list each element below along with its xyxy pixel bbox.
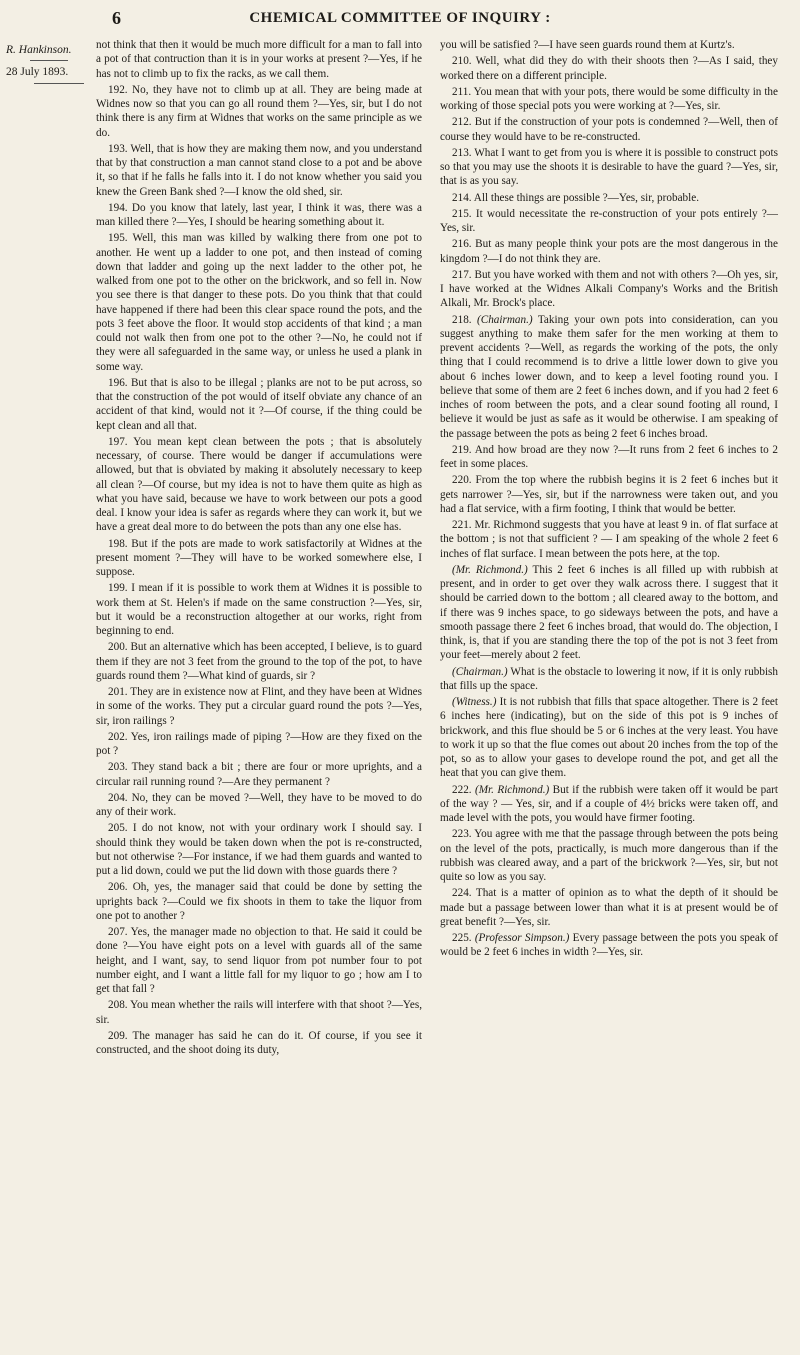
speaker-name: (Witness.) <box>452 696 497 708</box>
margin-rule <box>30 60 68 61</box>
testimony-paragraph: 198. But if the pots are made to work satisfactorily at Widnes at the present moment ?—They will have to be worked somewhere else, I suppose. <box>96 537 422 578</box>
testimony-paragraph: 193. Well, that is how they are making them now, and you understand that by that construction a man cannot stand close to a pot and be above it, so that if he falls he falls into it. I do not know whether you said you knew the Green Bank shed ?—I know the old shed, sir. <box>96 142 422 198</box>
witness-name: R. Hankinson. <box>6 44 72 56</box>
speaker-name: (Mr. Richmond.) <box>475 783 550 796</box>
page-number: 6 <box>112 8 121 28</box>
testimony-paragraph: 216. But as many people think your pots are the most dangerous in the kingdom ?—I do not think they are. <box>440 238 778 265</box>
testimony-paragraph: you will be satisfied ?—I have seen guards round them at Kurtz's. <box>440 39 735 51</box>
testimony-paragraph: 192. No, they have not to climb up at all. They are being made at Widnes now so that you can go all round them ?—Yes, sir, but I do not think there is any firm at Widnes that works on the same principle as we do. <box>96 83 422 139</box>
testimony-paragraph: 214. All these things are possible ?—Yes, sir, probable. <box>452 191 699 204</box>
testimony-paragraph: 215. It would necessitate the re-construction of your pots entirely ?—Yes, sir. <box>440 207 778 234</box>
testimony-paragraph: 203. They stand back a bit ; there are four or more uprights, and a circular rail running round ?—Are they permanent ? <box>96 761 422 788</box>
testimony-paragraph: (Chairman.) What is the obstacle to lowering it now, if it is only rubbish that fills up the space. <box>440 665 778 692</box>
testimony-paragraph: 196. But that is also to be illegal ; planks are not to be put across, so that the construction of the pot would of itself obviate any chance of an accident of that kind, would not it ?—Of course, if the thing could be kept clean and all that. <box>96 376 422 432</box>
speaker-name: (Professor Simpson.) <box>474 932 570 944</box>
testimony-paragraph: 220. From the top where the rubbish begins it is 2 feet 6 inches but it gets narrower ?—Yes, sir, but if the narrowness were taken out, and you had a flat service, with a firm footing, I think that would be better. <box>440 474 778 515</box>
testimony-paragraph: 202. Yes, iron railings made of piping ?—How are they fixed on the pot ? <box>96 730 422 757</box>
testimony-paragraph: 213. What I want to get from you is where it is possible to construct pots so that you may use the shoots it is desirable to have the guard ?—Yes, sir, that is as you say. <box>440 146 778 188</box>
testimony-paragraph: 197. You mean kept clean between the pots ; that is absolutely necessary, of course. There would be danger if accumulations were allowed, but that is obviated by making it absolutely necessary to keep all clean ?—Of course, but my idea is not to have them quite as high as what you have said, because we have to work between our pots a good deal. I know your idea is safer as regards where they can work it, but we have a great deal more to do between the pots than any one else has. <box>96 435 422 534</box>
page-header <box>0 6 800 30</box>
running-title: CHEMICAL COMMITTEE OF INQUIRY : <box>249 10 551 26</box>
margin-rule <box>34 83 84 84</box>
testimony-paragraph: 212. But if the construction of your pots is condemned ?—Well, then of course they would have to be re-constructed. <box>440 116 778 143</box>
testimony-paragraph: 207. Yes, the manager made no objection to that. He said it could be done ?—You have eight pots on a level with guards all of the same height, and I want, say, to send liquor from pot number four to pot number eight, and I want a little fall for my liquor to go ; how am I to get that fall ? <box>96 926 422 995</box>
testimony-paragraph: 221. Mr. Richmond suggests that you have at least 9 in. of flat surface at the bottom ; is not that sufficient ? — I am speaking of the whole 2 feet 6 inches of flat surface. I mean between the pots here, at the top. <box>440 519 778 560</box>
testimony-paragraph: 209. The manager has said he can do it. Of course, if you see it constructed, and the shoot doing its duty, <box>96 1029 422 1056</box>
testimony-paragraph: 204. No, they can be moved ?—Well, they have to be moved to do any of their work. <box>96 791 422 818</box>
testimony-paragraph: 195. Well, this man was killed by walking there from one pot to another. He went up a ladder to one pot, and then instead of coming down that ladder and going up the next ladder to the other pot, he walked from one pot to the other on the brickwork, and so fell in. Now you see there is that danger to these pots. Do you think that that could have happened if there had been this clear space round the pots, and the pots 3 feet above the floor. It would stop accidents of that kind ; a man could not walk then from one pot to the other ?—No, he could not if they were all safeguarded in the same way, or unless he used a plank in some way. <box>96 232 422 373</box>
testimony-paragraph: 224. That is a matter of opinion as to what the depth of it should be made but a passage between lower than what it is at present would be of great benefit ?—Yes, sir. <box>440 887 778 928</box>
right-column <box>440 38 778 960</box>
testimony-paragraph: 217. But you have worked with them and not with others ?—Oh yes, sir, I have worked at the Widnes Alkali Company's Works and the British Alkali, Mr. Brock's place. <box>440 268 778 310</box>
testimony-paragraph: 223. You agree with me that the passage through between the pots being on the level of the pots, practically, is much more dangerous than if the rubbish was cleared away, and a part of the brickwork ?—Yes, sir, but not quite so low as you say. <box>440 828 778 883</box>
testimony-paragraph: 194. Do you know that lately, last year, I think it was, there was a man killed there ?—Yes, I should be hearing something about it. <box>96 201 422 228</box>
testimony-paragraph: (Mr. Richmond.) This 2 feet 6 inches is all filled up with rubbish at present, and in order to get over they walk across there. I suggest that it should be carried down to the bottom ; all cleared away to the bottom, and if there was 9 inches space, to go sideways between the pots, and have a smooth passage there 2 feet 6 inches broad, that would do. The objection, I think, is, that if you are standing there the top of the pot is not 3 feet from your feet—merely about 2 feet. <box>440 563 779 662</box>
testimony-paragraph: 200. But an alternative which has been accepted, I believe, is to guard them if they are not 3 feet from the ground to the top of the pot, to have guards round them ?—What kind of guards, sir ? <box>96 641 422 682</box>
testimony-paragraph: 208. You mean whether the rails will interfere with that shoot ?—Yes, sir. <box>96 999 422 1026</box>
testimony-paragraph: 199. I mean if it is possible to work them at Widnes it is possible to work them at St. Helen's if made on the same construction ?—Yes, sir, but it would be a reconstruction altogether at our works, right from beginning to end. <box>96 582 422 637</box>
testimony-paragraph: 205. I do not know, not with your ordinary work I should say. I should think they would be taken down when the pot is re-constructed, but not otherwise ?—For instance, if we had them guards and wanted to put a lid down, could we put the lid down with those guards there ? <box>96 822 422 877</box>
hearing-date: 28 July 1893. <box>6 66 69 78</box>
speaker-name: (Chairman.) <box>452 665 508 678</box>
testimony-paragraph: 211. You mean that with your pots, there would be some difficulty in the working of those special pots you were working at ?—Yes, sir. <box>440 85 778 112</box>
margin-notes <box>6 42 92 84</box>
testimony-paragraph: (Witness.) It is not rubbish that fills that space altogether. There is 2 feet 6 inches here (indicating), but on the side of this pot is 9 inches of brickwork, and this flue should be 5 or 6 inches at the very least. You have to work it up so that the flue comes out about 20 inches from the top of the pot, so as to allow your gases to develope round the pot, and get all the heat that you can give them. <box>440 696 778 780</box>
speaker-name: (Mr. Richmond.) <box>452 563 528 576</box>
testimony-paragraph: 206. Oh, yes, the manager said that could be done by setting the uprights back ?—Could we fix shoots in them to take the liquor from one pot to another ? <box>96 881 422 922</box>
testimony-paragraph: 219. And how broad are they now ?—It runs from 2 feet 6 inches to 2 feet in some places. <box>440 443 778 470</box>
left-column <box>96 38 422 1057</box>
testimony-paragraph: 222. (Mr. Richmond.) But if the rubbish were taken off it would be part of the way ? — Yes, sir, and if a couple of 4½ bricks were taken off, and made level with the pots, you would have firmer footing. <box>440 783 779 824</box>
testimony-paragraph: 225. (Professor Simpson.) Every passage between the pots you speak of would be 2 feet 6 inches in width ?—Yes, sir. <box>440 932 778 959</box>
testimony-paragraph: 218. (Chairman.) Taking your own pots into consideration, can you suggest anything to make them safer for the men working at them to prevent accidents ?—Well, as regards the working of the pots, the only thing that I could recommend is to drive a little lower down to give you about 6 inches lower down, and to keep a level footing round you. I believe that some of them are 2 feet 6 inches down, and if you had 2 feet 6 inches of room between the pots, and a clear sound footing all round, I believe it would be just as safe as it would be otherwise. I am speaking of the passage between the pots as being 2 feet 6 inches broad. <box>440 313 779 440</box>
testimony-paragraph: 201. They are in existence now at Flint, and they have been at Widnes in some of the works. They put a circular guard round the pots ?—Yes, sir, iron railings ? <box>96 686 422 727</box>
testimony-paragraph: not think that then it would be much more difficult for a man to fall into a pot of that contruction than it is in your works at present ?—Yes, if he has not to climb up to fix the racks, as we call them. <box>96 39 422 80</box>
testimony-paragraph: 210. Well, what did they do with their shoots then ?—As I said, they worked there on a different principle. <box>440 55 778 82</box>
speaker-name: (Chairman.) <box>477 313 533 326</box>
